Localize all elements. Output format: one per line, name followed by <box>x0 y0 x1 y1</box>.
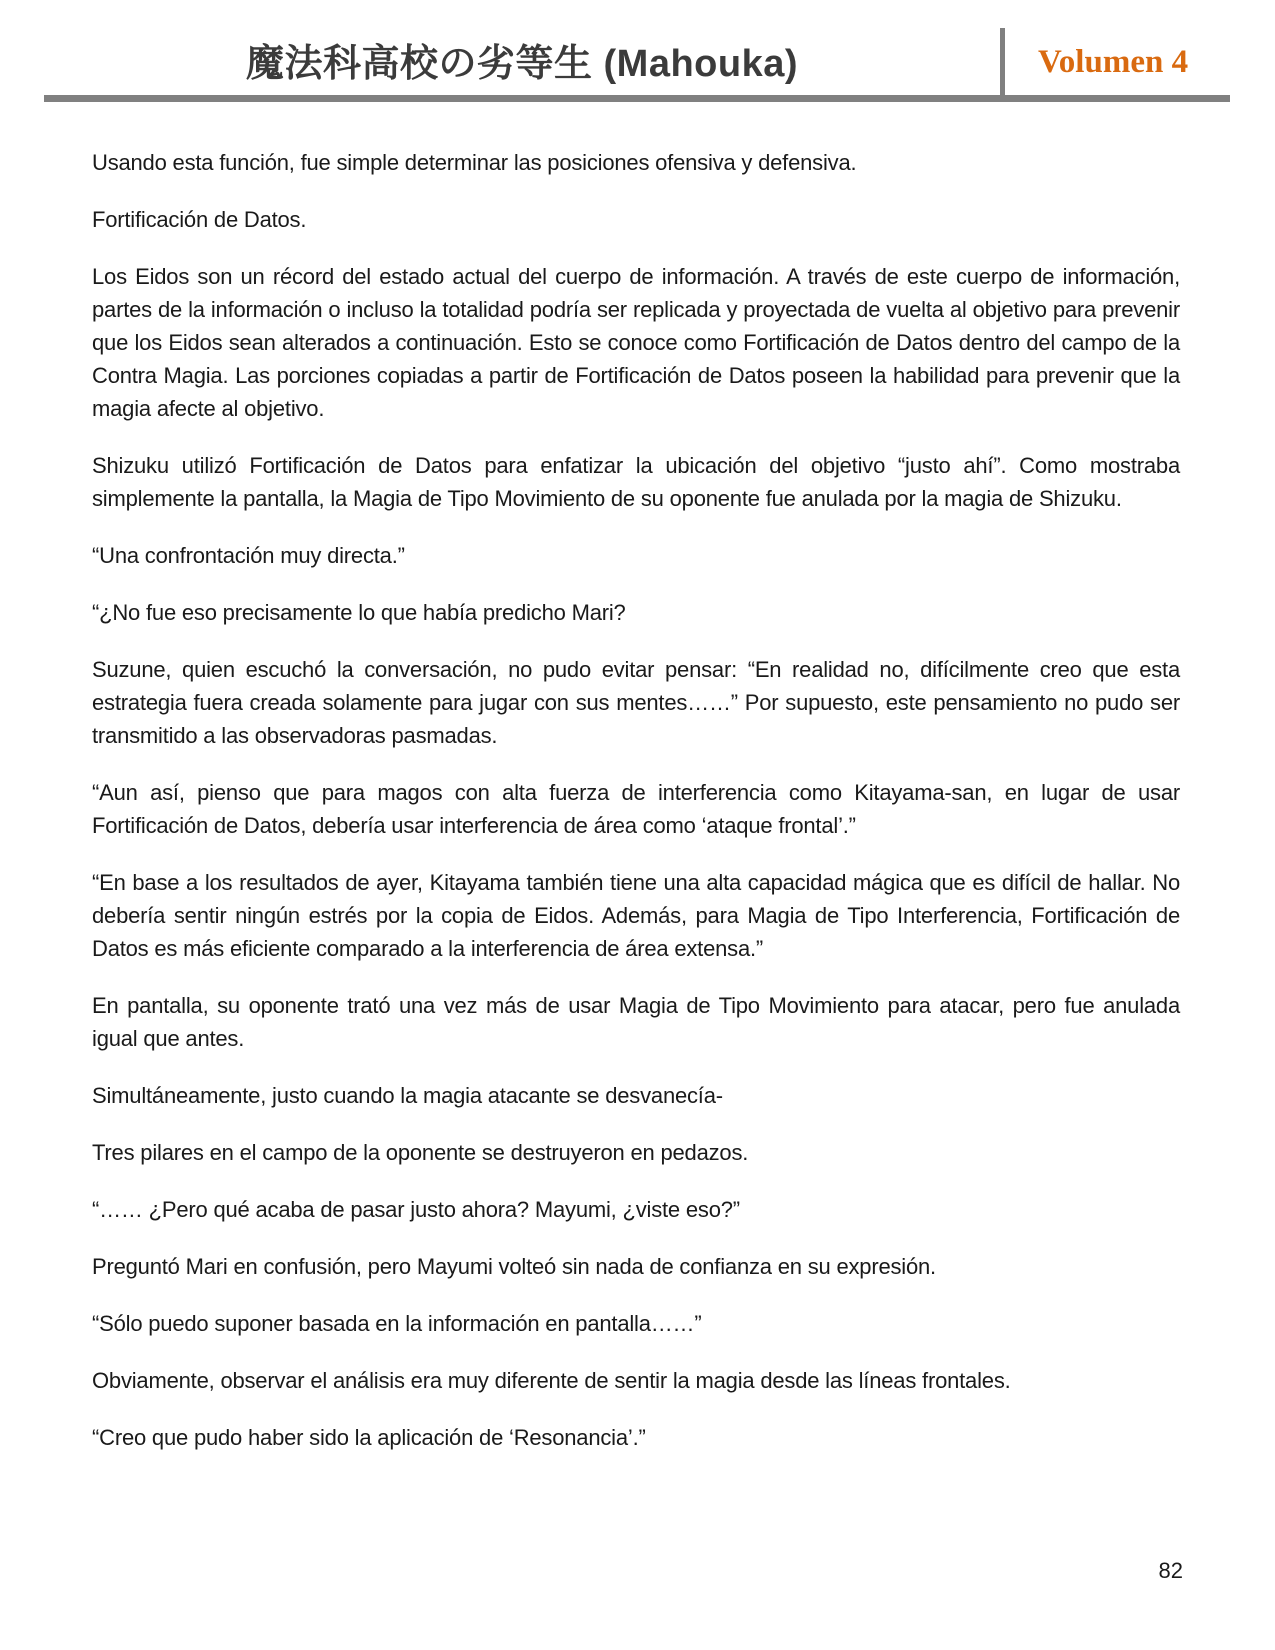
paragraph: “¿No fue eso precisamente lo que había predicho Mari? <box>92 600 626 625</box>
page-header <box>44 26 1230 102</box>
paragraph: En pantalla, su oponente trató una vez más de usar Magia de Tipo Movimiento para atacar, pero fue anulada igual que antes. <box>92 993 1180 1051</box>
document-title: 魔法科高校の劣等生 (Mahouka) <box>245 42 799 85</box>
page-body <box>92 146 1180 1478</box>
volume-label: Volumen 4 <box>1038 44 1189 80</box>
paragraph: Simultáneamente, justo cuando la magia atacante se desvanecía- <box>92 1083 723 1108</box>
paragraph: “En base a los resultados de ayer, Kitayama también tiene una alta capacidad mágica que es difícil de hallar. No debería sentir ningún estrés por la copia de Eidos. Además, para Magia de Tipo Interferencia, Fortificación de Datos es más eficiente comparado a la interferencia de área extensa.” <box>92 870 1180 961</box>
paragraph: Preguntó Mari en confusión, pero Mayumi volteó sin nada de confianza en su expresión. <box>92 1254 936 1279</box>
paragraph: Obviamente, observar el análisis era muy diferente de sentir la magia desde las líneas frontales. <box>92 1368 1011 1393</box>
paragraph: “…… ¿Pero qué acaba de pasar justo ahora? Mayumi, ¿viste eso?” <box>92 1197 740 1222</box>
paragraph: Fortificación de Datos. <box>92 207 307 232</box>
header-title-cell <box>44 26 1000 95</box>
paragraph: Shizuku utilizó Fortificación de Datos para enfatizar la ubicación del objetivo “justo ahí”. Como mostraba simplemente la pantalla, la Magia de Tipo Movimiento de su oponente fue anulada por la magia de Shizuku. <box>92 453 1180 511</box>
paragraph: “Sólo puedo suponer basada en la información en pantalla……” <box>92 1311 702 1336</box>
header-volume-cell <box>1005 26 1230 95</box>
paragraph: Los Eidos son un récord del estado actual del cuerpo de información. A través de este cuerpo de información, partes de la información o incluso la totalidad podría ser replicada y proyectada de vuelta al objetivo para prevenir que los Eidos sean alterados a continuación. Esto se conoce como Fortificación de Datos dentro del campo de la Contra Magia. Las porciones copiadas a partir de Fortificación de Datos poseen la habilidad para prevenir que la magia afecte al objetivo. <box>92 264 1180 421</box>
paragraph: “Creo que pudo haber sido la aplicación de ‘Resonancia’.” <box>92 1425 646 1450</box>
paragraph: Tres pilares en el campo de la oponente se destruyeron en pedazos. <box>92 1140 749 1165</box>
paragraph: Suzune, quien escuchó la conversación, no pudo evitar pensar: “En realidad no, difícilmente creo que esta estrategia fuera creada solamente para jugar con sus mentes……” Por supuesto, este pensamiento no pudo ser transmitido a las observadoras pasmadas. <box>92 657 1180 748</box>
paragraph: “Aun así, pienso que para magos con alta fuerza de interferencia como Kitayama-san, en lugar de usar Fortificación de Datos, debería usar interferencia de área como ‘ataque frontal’.” <box>92 780 1180 838</box>
paragraph: “Una confrontación muy directa.” <box>92 543 405 568</box>
page-number: 82 <box>1158 1558 1183 1583</box>
paragraph: Usando esta función, fue simple determinar las posiciones ofensiva y defensiva. <box>92 150 857 175</box>
